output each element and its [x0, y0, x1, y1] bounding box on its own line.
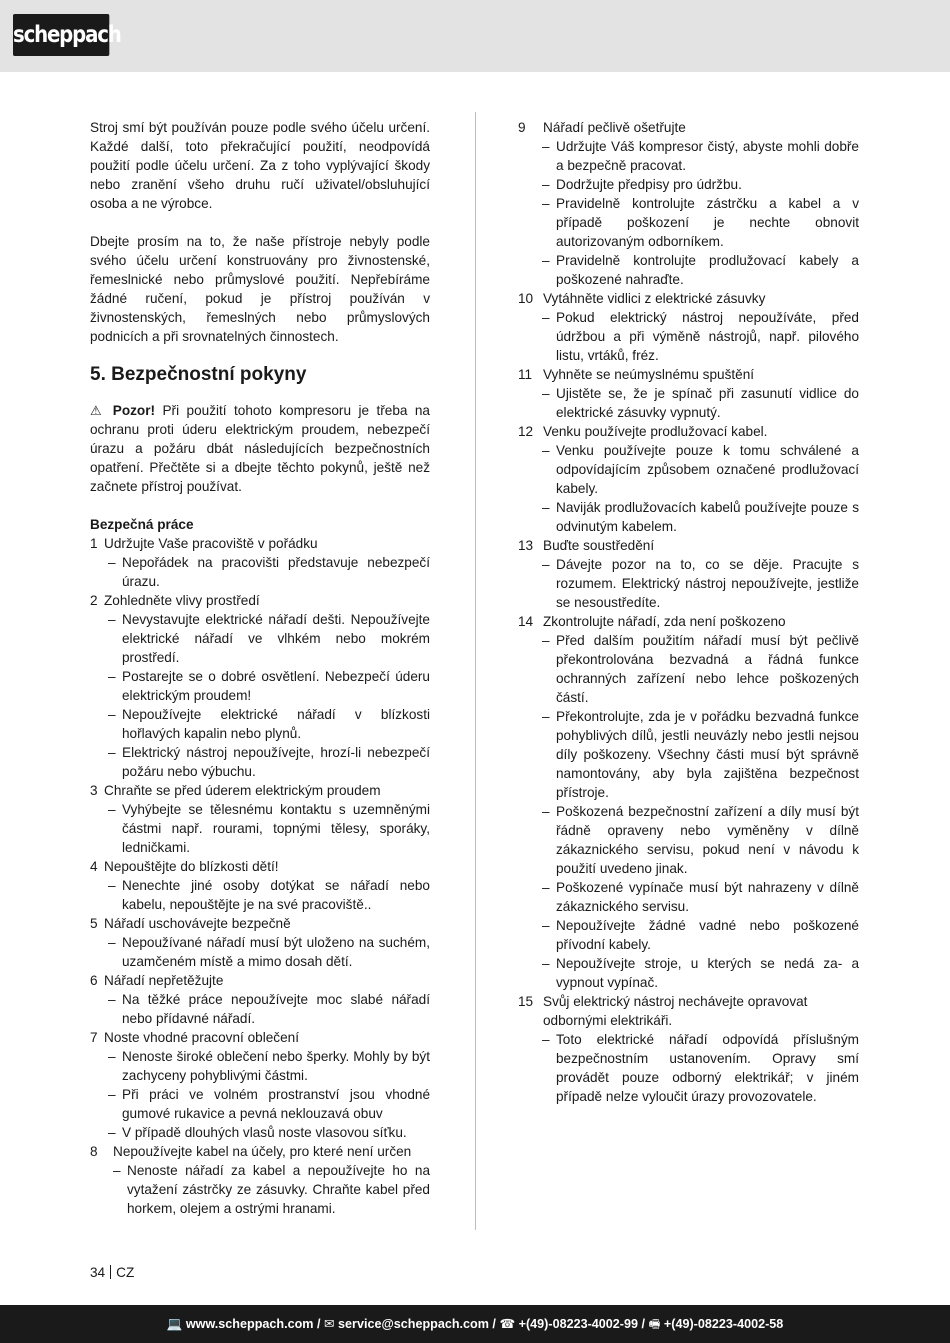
safety-bullet-text: Nenoste nářadí za kabel a nepoužívejte ho na vytažení zástrčky ze zásuvky. Chraňte kabel před horkem, olejem a ostrými hranami.: [127, 1163, 430, 1216]
safety-bullet: [90, 553, 430, 591]
safety-bullet: [518, 194, 859, 251]
dash-bullet-icon: –: [108, 745, 116, 760]
dash-bullet-icon: –: [542, 880, 550, 895]
section-heading: 5. Bezpečnostní pokyny: [90, 364, 307, 385]
safety-bullet-text: Nepořádek na pracovišti představuje nebezpečí úrazu.: [122, 555, 430, 589]
dash-bullet-icon: –: [108, 878, 116, 893]
safety-bullet: [518, 308, 859, 365]
dash-bullet-icon: –: [542, 139, 550, 154]
safety-bullet: [90, 876, 430, 914]
safety-bullet-text: Nepoužívejte elektrické nářadí v blízkosti hořlavých kapalin nebo plynů.: [122, 707, 430, 741]
safety-item-title: Nepoužívejte kabel na účely, pro které není určen: [113, 1144, 412, 1159]
safety-item-number: 2: [90, 593, 98, 608]
safety-bullet-text: Dávejte pozor na to, co se děje. Pracujte s rozumem. Elektrický nástroj nepoužívejte, jestliže se nesoustředíte.: [556, 557, 859, 610]
safety-item-8: [90, 1142, 430, 1161]
dash-bullet-icon: –: [542, 196, 550, 211]
safety-item-11: [518, 365, 859, 384]
dash-bullet-icon: –: [542, 443, 550, 458]
safety-item-number: 1: [90, 536, 98, 551]
safety-bullet-text: Venku používejte pouze k tomu schválené a odpovídajícím způsobem označené prodlužovací kabely.: [556, 443, 859, 496]
safety-bullet-text: Dodržujte předpisy pro údržbu.: [556, 177, 742, 192]
safety-item-5: [90, 914, 430, 933]
safety-bullet-text: Pravidelně kontrolujte prodlužovací kabely a poškozené nahraďte.: [556, 253, 859, 287]
dash-bullet-icon: –: [108, 669, 116, 684]
safety-bullet-text: Poškozená bezpečnostní zařízení a díly musí být řádně opraveny nebo vyměněny v dílně zákaznického servisu, pokud není v návodu k použití uvedeno jinak.: [556, 804, 859, 876]
safety-item-number: 4: [90, 859, 98, 874]
safety-bullet-text: Na těžké práce nepoužívejte moc slabé nářadí nebo přídavné nářadí.: [122, 992, 430, 1026]
safety-bullet: [518, 384, 859, 422]
dash-bullet-icon: –: [542, 557, 550, 572]
safety-bullet-text: Před dalším použitím nářadí musí být pečlivě překontrolována bezvadná a řádná funkce ochranných zařízení nebo lehce poškozených částí.: [556, 633, 859, 705]
safety-bullet: [518, 1030, 859, 1106]
safety-item-number: 15: [518, 994, 534, 1009]
right-column: [518, 118, 859, 1106]
safety-bullet: [518, 441, 859, 498]
safety-bullet: [518, 631, 859, 707]
safety-bullet: [90, 1085, 430, 1123]
fax-icon: 🖷: [648, 1317, 661, 1331]
dash-bullet-icon: –: [108, 802, 116, 817]
column-divider: [475, 112, 476, 1230]
safety-bullet-text: Při práci ve volném prostranství jsou vhodné gumové rukavice a pevná neklouzavá obuv: [122, 1087, 430, 1121]
warning-paragraph: [90, 401, 430, 496]
computer-icon: 💻: [166, 1317, 183, 1331]
dash-bullet-icon: –: [542, 177, 550, 192]
safety-bullet: [90, 667, 430, 705]
safety-item-title: Venku používejte prodlužovací kabel.: [543, 424, 768, 439]
footer-bar: 💻 www.scheppach.com / ✉ service@scheppach.com / ☎ +(49)-08223-4002-99 / 🖷 +(49)-08223-4002-58: [0, 1305, 950, 1343]
safety-item-12: [518, 422, 859, 441]
safety-bullet: [518, 802, 859, 878]
safety-bullet-text: Nepoužívané nářadí musí být uloženo na suchém, uzamčeném místě a mimo dosah dětí.: [122, 935, 430, 969]
safety-item-4: [90, 857, 430, 876]
safety-item-number: 11: [518, 367, 533, 382]
intro-paragraph-1: Stroj smí být používán pouze podle svého účelu určení. Každé další, toto překračující použití, neodpovídá použití podle účelu určení. Za z toho vyplývající škody nebo zranění všeho druhu ručí uživatel/obsluhující osoba a ne výrobce.: [90, 120, 430, 211]
safety-item-3: [90, 781, 430, 800]
safety-bullet: [90, 610, 430, 667]
dash-bullet-icon: –: [542, 633, 550, 648]
safety-item-title: Svůj elektrický nástroj nechávejte opravovat odbornými elektrikáři.: [543, 994, 808, 1028]
safety-bullet: [90, 1047, 430, 1085]
dash-bullet-icon: –: [113, 1163, 121, 1178]
safety-item-title: Nepouštějte do blízkosti dětí!: [104, 859, 279, 874]
safety-item-title: Vytáhněte vidlici z elektrické zásuvky: [543, 291, 766, 306]
safety-bullet: [518, 251, 859, 289]
safety-item-title: Zohledněte vlivy prostředí: [104, 593, 260, 608]
safety-bullet: [518, 878, 859, 916]
footer-website[interactable]: www.scheppach.com: [185, 1317, 314, 1331]
safety-item-number: 14: [518, 614, 534, 629]
safety-bullet-text: Udržujte Váš kompresor čistý, abyste mohli dobře a bezpečně pracovat.: [556, 139, 859, 173]
safety-bullet: [90, 800, 430, 857]
safety-item-15: [518, 992, 859, 1030]
warning-label: Pozor!: [112, 403, 156, 418]
safety-item-6: [90, 971, 430, 990]
subheading-safe-work: Bezpečná práce: [90, 517, 194, 532]
dash-bullet-icon: –: [542, 1032, 550, 1047]
safety-item-number: 8: [90, 1144, 98, 1159]
page-number: [90, 1265, 134, 1280]
safety-bullet-text: Nenechte jiné osoby dotýkat se nářadí nebo kabelu, nepouštějte je na své pracoviště..: [122, 878, 430, 912]
safety-item-number: 10: [518, 291, 534, 306]
safety-bullet-text: Pravidelně kontrolujte zástrčku a kabel a v případě poškození je nechte obnovit autorizovaným odborníkem.: [556, 196, 859, 249]
safety-bullet-text: V případě dlouhých vlasů noste vlasovou síťku.: [122, 1125, 407, 1140]
dash-bullet-icon: –: [108, 992, 116, 1007]
page-language: CZ: [116, 1265, 135, 1280]
safety-bullet-text: Nepoužívejte žádné vadné nebo poškozené přívodní kabely.: [556, 918, 859, 952]
right-safety-list: [518, 118, 859, 1106]
safety-item-7: [90, 1028, 430, 1047]
safety-bullet-text: Nepoužívejte stroje, u kterých se nedá za- a vypnout vypínač.: [556, 956, 859, 990]
left-column: [90, 118, 430, 1218]
safety-bullet-text: Poškozené vypínače musí být nahrazeny v dílně zákaznického servisu.: [556, 880, 859, 914]
scheppach-logo: scheppach: [13, 14, 109, 56]
safety-item-number: 12: [518, 424, 534, 439]
safety-item-title: Zkontrolujte nářadí, zda není poškozeno: [543, 614, 786, 629]
safety-bullet-text: Postarejte se o dobré osvětlení. Nebezpečí úderu elektrickým proudem!: [122, 669, 430, 703]
safety-item-title: Chraňte se před úderem elektrickým proudem: [104, 783, 381, 798]
safety-bullet: [518, 707, 859, 802]
dash-bullet-icon: –: [542, 500, 550, 515]
safety-bullet: [90, 743, 430, 781]
safety-item-2: [90, 591, 430, 610]
dash-bullet-icon: –: [542, 709, 550, 724]
safety-item-number: 6: [90, 973, 98, 988]
dash-bullet-icon: –: [108, 555, 116, 570]
safety-item-9: [518, 118, 859, 137]
warning-triangle-icon: ⚠: [90, 403, 106, 418]
dash-bullet-icon: –: [542, 310, 550, 325]
safety-item-10: [518, 289, 859, 308]
safety-bullet: [518, 916, 859, 954]
mail-icon: ✉: [323, 1317, 335, 1331]
footer-email[interactable]: service@scheppach.com: [338, 1317, 489, 1331]
dash-bullet-icon: –: [542, 386, 550, 401]
footer-fax: +(49)-08223-4002-58: [663, 1317, 784, 1331]
dash-bullet-icon: –: [108, 707, 116, 722]
safety-item-title: Nářadí nepřetěžujte: [104, 973, 224, 988]
safety-item-title: Buďte soustředění: [543, 538, 655, 553]
dash-bullet-icon: –: [542, 918, 550, 933]
safety-bullet-text: Elektrický nástroj nepoužívejte, hrozí-li nebezpečí požáru nebo výbuchu.: [122, 745, 430, 779]
footer-phone: +(49)-08223-4002-99: [518, 1317, 639, 1331]
safety-bullet: [90, 705, 430, 743]
safety-bullet: [90, 990, 430, 1028]
safety-bullet-text: Vyhýbejte se tělesnému kontaktu s uzemněnými částmi např. rourami, topnými tělesy, sporáky, ledničkami.: [122, 802, 430, 855]
dash-bullet-icon: –: [542, 956, 550, 971]
safety-bullet-text: Naviják prodlužovacích kabelů používejte pouze s odvinutým kabelem.: [556, 500, 859, 534]
phone-icon: ☎: [499, 1317, 516, 1331]
dash-bullet-icon: –: [108, 1049, 116, 1064]
safety-bullet: [90, 1123, 430, 1142]
page-number-value: 34: [90, 1265, 106, 1280]
dash-bullet-icon: –: [542, 804, 550, 819]
dash-bullet-icon: –: [108, 612, 116, 627]
safety-bullet-text: Ujistěte se, že je spínač při zasunutí vidlice do elektrické zásuvky vypnutý.: [556, 386, 859, 420]
dash-bullet-icon: –: [108, 935, 116, 950]
safety-bullet-text: Nenoste široké oblečení nebo šperky. Mohly by být zachyceny pohyblivými částmi.: [122, 1049, 430, 1083]
safety-bullet-text: Překontrolujte, zda je v pořádku bezvadná funkce pohyblivých dílů, jestli neuvázly nebo jestli nejsou díly poškozeny. Všechny části musí být správně namontovány, aby byla zajištěna bezpečnost přístroje.: [556, 709, 859, 800]
safety-bullet-text: Nevystavujte elektrické nářadí dešti. Nepoužívejte elektrické nářadí ve vlhkém nebo mokrém prostředí.: [122, 612, 430, 665]
safety-item-number: 7: [90, 1030, 98, 1045]
safety-item-number: 9: [518, 120, 526, 135]
dash-bullet-icon: –: [542, 253, 550, 268]
safety-bullet: [90, 933, 430, 971]
safety-item-title: Noste vhodné pracovní oblečení: [104, 1030, 299, 1045]
dash-bullet-icon: –: [108, 1125, 116, 1140]
safety-item-number: 3: [90, 783, 98, 798]
safety-bullet-text: Pokud elektrický nástroj nepoužíváte, před údržbou a při výměně nástrojů, např. pilového listu, vrtáků, fréz.: [556, 310, 859, 363]
safety-item-title: Nářadí pečlivě ošetřujte: [543, 120, 686, 135]
safety-bullet: [518, 175, 859, 194]
safety-bullet: [518, 137, 859, 175]
safety-bullet: [518, 498, 859, 536]
safety-item-title: Udržujte Vaše pracoviště v pořádku: [104, 536, 318, 551]
safety-bullet-text: Toto elektrické nářadí odpovídá příslušným bezpečnostním ustanovením. Opravy smí provádět pouze odborný elektrikář; v jiném případě nelze vyloučit úrazy provozovatele.: [556, 1032, 859, 1104]
safety-item-13: [518, 536, 859, 555]
dash-bullet-icon: –: [108, 1087, 116, 1102]
intro-paragraph-2: Dbejte prosím na to, že naše přístroje nebyly podle svého účelu určení konstruovány pro živnostenské, řemeslnické nebo průmyslové použití. Nepřebíráme žádné ručení, pokud je přístroj používán v živnostenských, řemeslných nebo průmyslových podnicích a při srovnatelných činnostech.: [90, 234, 430, 344]
safety-bullet: [518, 555, 859, 612]
header-bar: [0, 0, 950, 72]
left-safety-list: [90, 534, 430, 1218]
safety-item-14: [518, 612, 859, 631]
safety-item-number: 13: [518, 538, 534, 553]
safety-item-title: Vyhněte se neúmyslnému spuštění: [543, 367, 755, 382]
safety-bullet: [518, 954, 859, 992]
warning-text: Při použití tohoto kompresoru je třeba na ochranu proti úderu elektrickým proudem, nebezpečí úrazu a požáru dbát následujících bezpečnostních opatření. Přečtěte si a dbejte těchto pokynů, ještě než začnete přístroj používat.: [90, 403, 430, 494]
safety-item-title: Nářadí uschovávejte bezpečně: [104, 916, 291, 931]
safety-bullet: [90, 1161, 430, 1218]
safety-item-1: [90, 534, 430, 553]
safety-item-number: 5: [90, 916, 98, 931]
